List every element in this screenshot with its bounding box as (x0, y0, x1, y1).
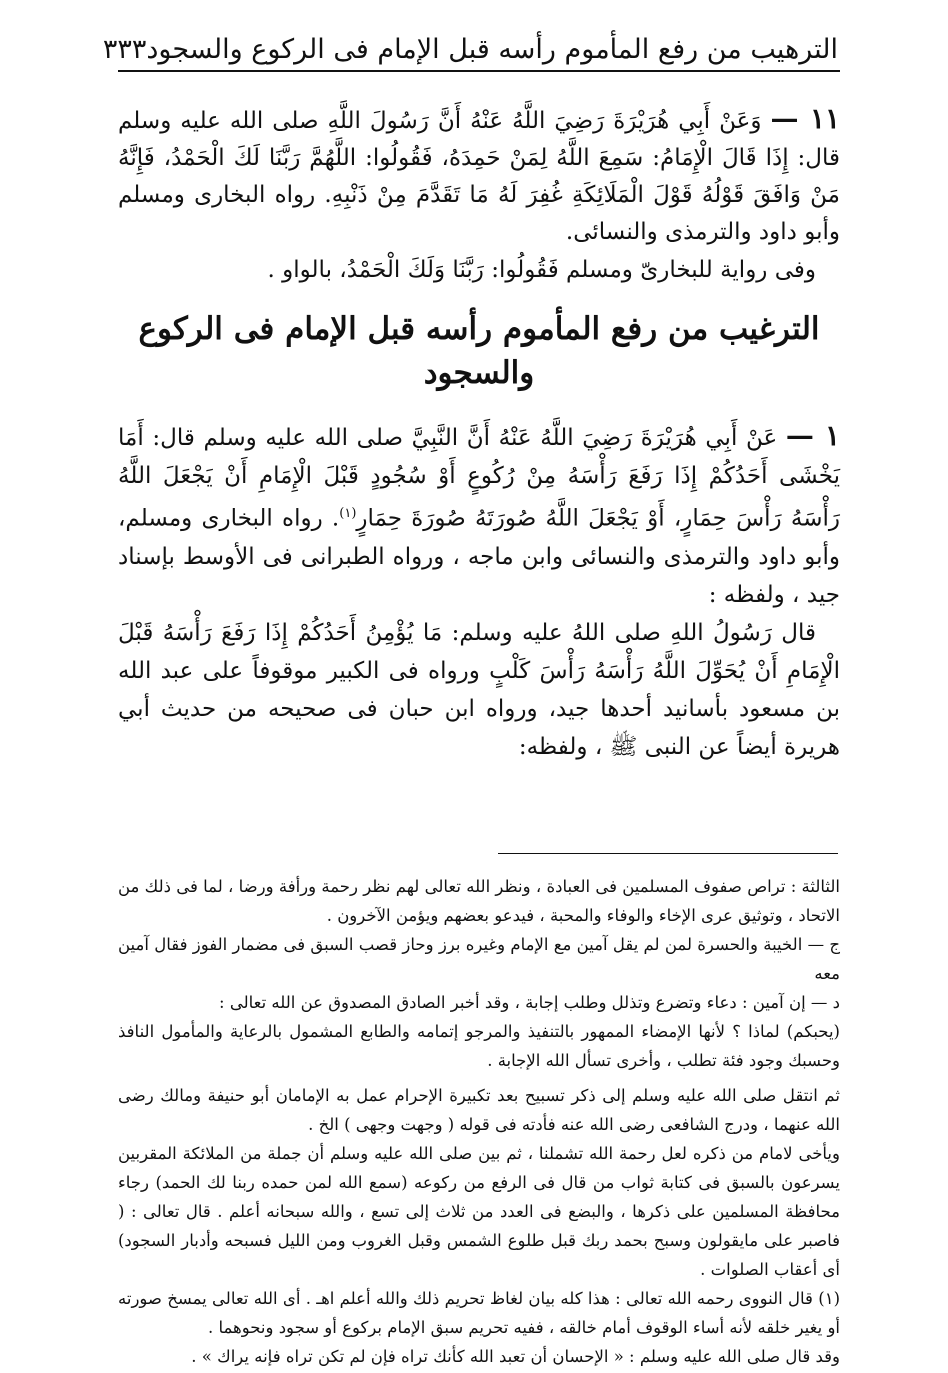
hadith-1-number: ١ — (785, 419, 841, 452)
hadith-11-number: ١١ — (770, 102, 841, 135)
page-number: ٣٣٣ (102, 33, 147, 65)
header-title: الترهيب من رفع المأموم رأسه قبل الإمام فى الركوع والسجود (146, 33, 838, 65)
note-paragraph: (يحبكم) لماذا ؟ لأنها الإمضاء الممهور بالتنفيذ والمرجو إتمامه والطابع المشمول بالرعاية والمأمول النافذ وحسبك وجود فئة تطلب ، وأخرى تسأل الله الإجابة . (118, 1022, 840, 1070)
hadith-1-paragraph (118, 417, 840, 614)
main-text (118, 100, 840, 766)
hadith-1-second-paragraph: قال رَسُولُ اللهِ صلى اللهُ عليه وسلم: مَا يُؤْمِنُ أَحَدُكُمْ إِذَا رَفَعَ رَأْسَهُ قَبْلَ الْإِمَامِ أَنْ يُحَوِّلَ اللَّهُ رَأْسَهُ رَأْسَ كَلْبٍ ورواه فى الكبير موقوفاً على عبد الله بن مسعود بأسانيد أحدها جيد، ورواه ابن حبان فى صحيحه من حديث أبي هريرة أيضاً عن النبى ﷺ ، ولفظه: (118, 619, 840, 760)
section-heading: الترغيب من رفع المأموم رأسه قبل الإمام فى الركوع والسجود (138, 311, 820, 391)
note-paragraph: الثالثة : تراص صفوف المسلمين فى العبادة ، ونظر الله تعالى لهم نظر رحمة ورأفة ورضا ، لما فى ذلك من الاتحاد ، وتوثيق عرى الإخاء والوفاء والمحبة ، فيدعو بعضهم ويؤمن الآخرون . (118, 877, 840, 925)
footnote-ref: (١) (339, 506, 357, 521)
note-paragraph: د — إن آمين : دعاء وتضرع وتذلل وطلب إجابة ، وقد أخبر الصادق المصدوق عن الله تعالى : (219, 993, 840, 1012)
hadith-11-paragraph (118, 100, 840, 251)
note-paragraph: ج — الخيبة والحسرة لمن لم يقل آمين مع الإمام وغيره برز وحاز قصب السبق فى مضمار الفوز فقال آمين معه (118, 935, 840, 983)
note-paragraph: ثم انتقل صلى الله عليه وسلم إلى ذكر تسبيح بعد تكبيرة الإحرام عمل به الإمامان أبو حنيفة ومالك رضى الله عنهما ، ودرج الشافعى رضى الله عنه فأدته فى قوله ( وجهت وجهى ) الخ . (118, 1086, 840, 1134)
footnotes (118, 872, 840, 1371)
hadith-11-text: وَعَنْ أَبِي هُرَيْرَةَ رَضِيَ اللَّهُ عَنْهُ أَنَّ رَسُولَ اللَّهِ صلى الله عليه وسلم قال: إِذَا قَالَ الْإِمَامُ: سَمِعَ اللَّهُ لِمَنْ حَمِدَهُ، فَقُولُوا: اللَّهُمَّ رَبَّنَا لَكَ الْحَمْدُ، فَإِنَّهُ مَنْ وَافَقَ قَوْلُهُ قَوْلَ الْمَلَائِكَةِ غُفِرَ لَهُ مَا تَقَدَّمَ مِنْ ذَنْبِهِ. رواه البخارى ومسلم وأبو داود والترمذى والنسائى. (118, 108, 840, 245)
hadith-1-text-after: . رواه البخارى ومسلم، وأبو داود والترمذى والنسائى وابن ماجه ، ورواه الطبرانى فى الأوسط بإسناد جيد ، ولفظه : (118, 505, 840, 608)
header-divider (118, 70, 840, 72)
hadith-1-text: عَنْ أَبِي هُرَيْرَةَ رَضِيَ اللَّهُ عَنْهُ أَنَّ النَّبِيَّ صلى الله عليه وسلم قال: أَمَا يَخْشَى أَحَدُكُمْ إِذَا رَفَعَ رَأْسَهُ مِنْ رُكُوعٍ أَوْ سُجُودٍ قَبْلَ الْإِمَامِ أَنْ يَجْعَلَ اللَّهُ رَأْسَهُ رَأْسَ حِمَارٍ، أَوْ يَجْعَلَ اللَّهُ صُورَتَهُ صُورَةَ حِمَارٍ (118, 425, 840, 532)
footnote-1: (١) قال النووى رحمه الله تعالى : هذا كله بيان لغاظ تحريم ذلك والله أعلم اهـ . أى الله تعالى يمسخ صورته أو يغير خلقه لأنه أساء الوقوف أمام خالقه ، ففيه تحريم سبق الإمام بركوع أو سجود ونحوهما . (118, 1289, 840, 1337)
note-paragraph: ويأخى لامام من ذكره لعل رحمة الله تشملنا ، ثم بين صلى الله عليه وسلم أن جملة من الملائكة المقربين يسرعون بالسبق فى كتابة ثواب من قال فى الرفع من ركوعه (سمع الله لمن حمده ربنا لك الحمد) رجاء محافظة المسلمين على ذكرها ، والبضع فى العدد من ثلاث إلى تسع ، والله سبحانه أعلم . قال تعالى : ( فاصبر على مايقولون وسبح بحمد ربك قبل طلوع الشمس وقبل الغروب ومن الليل فسبحه وأدبار السجود) أى أعقاب الصلوات . (118, 1144, 840, 1279)
hadith-11-variant: وفى رواية للبخارىّ ومسلم فَقُولُوا: رَبَّنَا وَلَكَ الْحَمْدُ، بالواو . (267, 257, 816, 283)
footnote-divider (498, 853, 838, 854)
running-header (102, 28, 838, 70)
note-paragraph: وقد قال صلى الله عليه وسلم : « الإحسان أن تعبد الله كأنك تراه فإن لم تكن تراه فإنه يراك » . (191, 1347, 840, 1366)
